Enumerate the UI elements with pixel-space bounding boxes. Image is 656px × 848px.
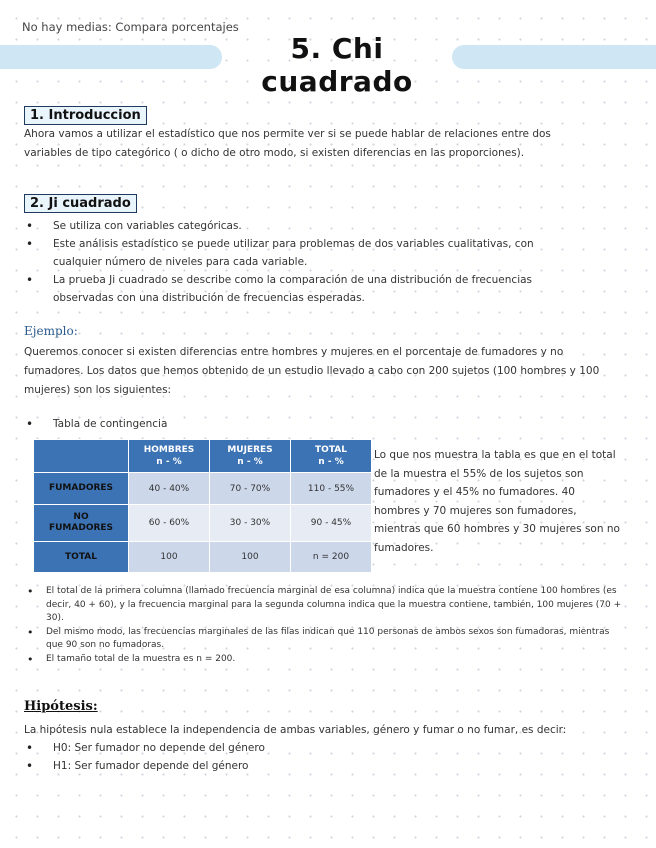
row-header: FUMADORES [34, 473, 129, 505]
col-header-hombres: HOMBRES n - % [129, 440, 210, 473]
section-1-heading: 1. Introduccion [24, 106, 147, 125]
title-banner-left [0, 45, 222, 69]
table-cell: 100 [210, 542, 291, 573]
title-banner-right [452, 45, 656, 69]
table-cell: 110 - 55% [291, 473, 372, 505]
section-2-bullets [23, 217, 583, 307]
example-label: Ejemplo: [24, 324, 78, 338]
hypothesis-h1: • H1: Ser fumador depende del género [23, 757, 583, 775]
top-note: No hay medias: Compara porcentajes [22, 20, 239, 34]
example-text: Queremos conocer si existen diferencias entre hombres y mujeres en el porcentaje de fumadores y no fumadores. Los datos que hemos obtenido de un estudio llevado a cabo con 200 sujetos (100 hombres y 100 mujeres) son los siguientes: [24, 346, 600, 396]
table-cell: n = 200 [291, 542, 372, 573]
table-label-list [23, 415, 323, 433]
page-title: 5. Chi cuadrado [261, 32, 413, 98]
list-item: • El tamaño total de la muestra es n = 200. [24, 653, 624, 667]
table-label: • Tabla de contingencia [23, 415, 323, 433]
section-2-heading: 2. Ji cuadrado [24, 194, 137, 213]
list-item: • Este análisis estadístico se puede utilizar para problemas de dos variables cualitativas, con cualquier número de niveles para cada variable. [23, 235, 583, 271]
section-1-text: Ahora vamos a utilizar el estadístico que nos permite ver si se puede hablar de relaciones entre dos variables de tipo categórico ( o dicho de otro modo, si existen diferencias en las proporciones). [24, 128, 551, 159]
row-header: TOTAL [34, 542, 129, 573]
table-cell: 70 - 70% [210, 473, 291, 505]
col-header-total: TOTAL n - % [291, 440, 372, 473]
list-item: • La prueba Ji cuadrado se describe como la comparación de una distribución de frecuencias observadas con una distribución de frecuencias esperadas. [23, 271, 583, 307]
list-item: • Se utiliza con variables categóricas. [23, 217, 583, 235]
table-cell: 100 [129, 542, 210, 573]
table-corner [34, 440, 129, 473]
section-2 [24, 192, 137, 213]
col-header-mujeres: MUJERES n - % [210, 440, 291, 473]
table-row [34, 473, 372, 505]
hypothesis-h0: • H0: Ser fumador no depende del género [23, 739, 583, 757]
hypothesis-text: La hipótesis nula establece la independencia de ambas variables, género y fumar o no fumar, es decir: [24, 724, 567, 736]
list-item: • Del mismo modo, las frecuencias marginales de las filas indican que 110 personas de ambos sexos son fumadoras, mientras que 90 son no fumadoras. [24, 626, 624, 653]
marginal-notes [24, 585, 624, 666]
table-explanation: Lo que nos muestra la tabla es que en el total de la muestra el 55% de los sujetos son fumadores y el 45% no fumadores. 40 hombres y 70 mujeres son fumadores, mientras que 60 hombres y 30 mujeres son no fumadores. [374, 449, 620, 554]
table-cell: 60 - 60% [129, 505, 210, 542]
section-1 [24, 104, 147, 125]
hypothesis-list [23, 739, 583, 775]
hypothesis-heading: Hipótesis: [24, 699, 98, 714]
table-cell: 90 - 45% [291, 505, 372, 542]
table-row [34, 505, 372, 542]
row-header: NO FUMADORES [34, 505, 129, 542]
contingency-table [33, 439, 372, 573]
table-cell: 40 - 40% [129, 473, 210, 505]
table-cell: 30 - 30% [210, 505, 291, 542]
list-item: • El total de la primera columna (llamado frecuencia marginal de esa columna) indica que la muestra contiene 100 hombres (es decir, 40 + 60), y la frecuencia marginal para la segunda columna indica que la muestra contiene, también, 100 mujeres (70 + 30). [24, 585, 624, 626]
table-row [34, 542, 372, 573]
